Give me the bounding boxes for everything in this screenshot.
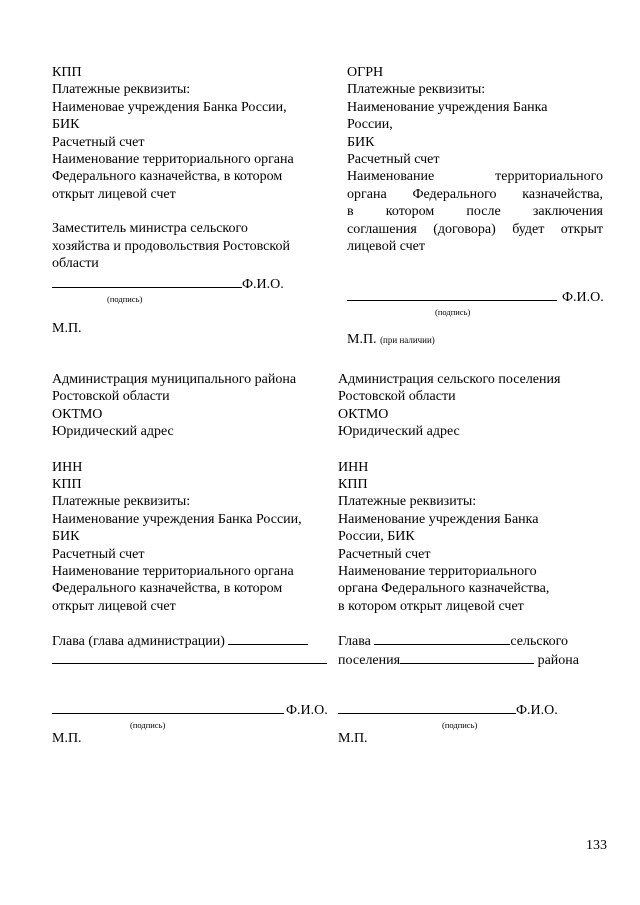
signature-line	[52, 275, 180, 288]
text-line: ОКТМО	[52, 406, 103, 422]
stamp-row	[347, 331, 603, 349]
settlement-word: сельского	[510, 634, 569, 650]
district-row	[338, 651, 593, 669]
signature-line	[400, 651, 534, 664]
stamp-label: М.П.	[52, 730, 82, 746]
signature-line	[374, 632, 510, 645]
text-line: КПП	[52, 477, 82, 493]
text-line: Наименование учреждения Банка	[338, 511, 539, 527]
text-line: Наименование территориального органа	[52, 152, 294, 168]
text-line: Расчетный счет	[52, 134, 145, 150]
text-line: Ростовской области	[338, 389, 456, 405]
signature-row	[52, 701, 327, 719]
signature-line	[52, 651, 327, 664]
signature-line	[338, 701, 366, 714]
text-line: КПП	[338, 477, 368, 493]
head-title-row	[52, 632, 327, 650]
signature-line	[180, 275, 242, 288]
text-line: открыт лицевой счет	[52, 186, 176, 202]
text-line: России,	[347, 117, 393, 133]
blank-line-row	[52, 651, 327, 669]
head-title: Глава (глава администрации)	[52, 634, 225, 650]
signature-caption: (подпись)	[107, 293, 143, 304]
text-line: Расчетный счет	[52, 546, 145, 562]
head-title: Глава	[338, 634, 371, 650]
signature-caption: (подпись)	[442, 719, 478, 730]
text-line: КПП	[52, 65, 82, 80]
text-line: органа Федерального казначейства,	[347, 186, 603, 202]
fio-label: Ф.И.О.	[286, 703, 328, 719]
text-line: Наименование территориального	[338, 564, 537, 580]
text-line: Юридический адрес	[338, 424, 460, 440]
text-line: Платежные реквизиты:	[52, 494, 191, 510]
signature-line	[228, 632, 308, 645]
text-line: ОКТМО	[338, 406, 389, 422]
signature-row	[338, 701, 593, 719]
text-line: Юридический адрес	[52, 424, 174, 440]
signer-title: Заместитель министра сельского	[52, 221, 248, 237]
text-line: Наименовае учреждения Банка России,	[52, 99, 287, 115]
signature-line	[347, 288, 557, 301]
text-line: в котором открыт лицевой счет	[338, 598, 524, 614]
text-line: Федерального казначейства, в котором	[52, 169, 283, 185]
text-line: Расчетный счет	[347, 152, 440, 168]
stamp-label: М.П.	[347, 331, 377, 347]
signature-caption: (подпись)	[435, 306, 471, 317]
top-left-block	[52, 64, 317, 337]
text-line: Платежные реквизиты:	[52, 82, 191, 98]
text-line: лицевой счет	[347, 239, 425, 255]
text-line: соглашения (договора) будет открыт	[347, 221, 603, 237]
bottom-right-block	[338, 371, 593, 747]
signature-line	[366, 701, 516, 714]
stamp-note: (при наличии)	[380, 334, 435, 345]
text-line: Наименование учреждения Банка	[347, 99, 548, 115]
fio-label: Ф.И.О.	[516, 703, 558, 719]
page-number: 133	[586, 838, 607, 853]
text-line: ИНН	[338, 459, 369, 475]
text-line: БИК	[52, 529, 80, 545]
text-line: в котором после заключения	[347, 204, 603, 220]
text-line: ИНН	[52, 459, 83, 475]
signature-row	[52, 275, 317, 293]
text-line: Наименование территориального	[347, 169, 603, 185]
text-line: БИК	[347, 134, 375, 150]
bottom-left-block	[52, 371, 327, 747]
text-line: Платежные реквизиты:	[338, 494, 477, 510]
fio-label: Ф.И.О.	[242, 277, 284, 293]
text-line: Ростовской области	[52, 389, 170, 405]
text-line: Платежные реквизиты:	[347, 82, 486, 98]
text-line: Расчетный счет	[338, 546, 431, 562]
text-line: органа Федерального казначейства,	[338, 581, 550, 597]
signature-row	[347, 288, 603, 306]
signature-line	[52, 701, 284, 714]
head-title-row	[338, 632, 593, 650]
text-line: Администрация муниципального района	[52, 372, 297, 387]
stamp-label: М.П.	[52, 320, 82, 336]
signer-title: области	[52, 256, 99, 272]
text-line: ОГРН	[347, 65, 384, 80]
text-line: открыт лицевой счет	[52, 598, 176, 614]
fio-label: Ф.И.О.	[562, 290, 604, 306]
settlement-line-word: поселения	[338, 652, 401, 668]
signature-caption: (подпись)	[130, 719, 166, 730]
top-right-block	[347, 64, 603, 349]
stamp-label: М.П.	[338, 730, 368, 746]
district-word: района	[537, 652, 579, 668]
text-line: Наименование территориального органа	[52, 564, 294, 580]
text-line: России, БИК	[338, 529, 415, 545]
text-line: Федерального казначейства, в котором	[52, 581, 283, 597]
text-line: Наименование учреждения Банка России,	[52, 511, 302, 527]
text-line: БИК	[52, 117, 80, 133]
text-line: Администрация сельского поселения	[338, 372, 561, 387]
signer-title: хозяйства и продовольствия Ростовской	[52, 238, 290, 254]
